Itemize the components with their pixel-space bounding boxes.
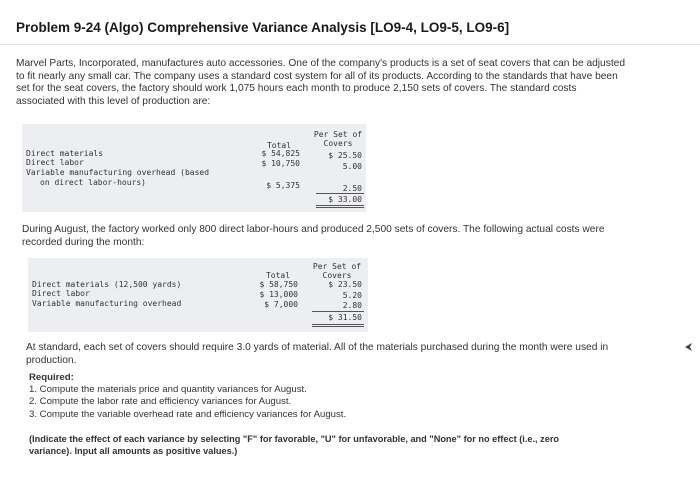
per-set-total: $ 33.00 (328, 195, 362, 204)
instruction-line: (Indicate the effect of each variance by selecting "F" for favorable, "U" for unfavorable, and "None" for no effect (i.e., zero (29, 434, 560, 444)
row-total: $ 54,825 (261, 149, 300, 158)
august-paragraph (22, 224, 605, 249)
standard-paragraph (26, 342, 608, 367)
intro-line: associated with this level of production are: (16, 95, 211, 107)
row-label: Direct materials (26, 149, 104, 158)
row-per-set: 5.20 (342, 291, 362, 300)
row-label: Variable manufacturing overhead (based (26, 168, 210, 177)
total-rule (312, 324, 364, 325)
intro-line: set for the seat covers, the factory should work 1,075 hours each month to produce 2,150 sets of covers. The standard costs (16, 83, 577, 95)
header-covers: Covers (323, 139, 353, 148)
row-total: $ 5,375 (266, 181, 300, 190)
required-item: 3. Compute the variable overhead rate and efficiency variances for August. (29, 408, 347, 420)
header-covers: Covers (322, 271, 352, 280)
row-per-set: $ 25.50 (328, 151, 362, 160)
required-section (29, 372, 346, 421)
standard-line: production. (26, 354, 77, 366)
intro-line: Marvel Parts, Incorporated, manufactures auto accessories. One of the company's products is a set of seat covers that can be adjusted (16, 58, 625, 69)
actual-cost-table (28, 258, 368, 332)
header-per-set: Per Set of (312, 262, 362, 271)
row-total: $ 13,000 (259, 290, 298, 299)
instruction-line: variance). Input all amounts as positive values.) (29, 445, 238, 456)
row-label-cont: on direct labor-hours) (40, 178, 146, 187)
required-item: 2. Compute the labor rate and efficiency variances for August. (29, 396, 292, 408)
row-label: Direct materials (12,500 yards) (32, 280, 182, 289)
problem-title: Problem 9-24 (Algo) Comprehensive Variance Analysis [LO9-4, LO9-5, LO9-6] (16, 20, 510, 35)
required-item: 1. Compute the materials price and quantity variances for August. (29, 384, 307, 396)
standard-line: At standard, each set of covers should require 3.0 yards of material. All of the materials purchased during the month were used in (26, 342, 609, 353)
row-total: $ 10,750 (261, 159, 300, 168)
header-per-set: Per Set of (313, 130, 363, 139)
row-label: Variable manufacturing overhead (32, 299, 182, 308)
row-label: Direct labor (32, 289, 90, 298)
row-per-set: 5.00 (342, 162, 362, 171)
standard-cost-table (22, 124, 366, 212)
intro-line: to fit nearly any small car. The company uses a standard cost system for all of its products. According to the standards that have been (16, 70, 618, 82)
cursor-arrow-icon (684, 342, 694, 352)
august-line: During August, the factory worked only 800 direct labor-hours and produced 2,500 sets of covers. The following actual costs were (22, 224, 605, 235)
row-per-set: 2.80 (342, 301, 362, 310)
total-rule (316, 207, 364, 208)
august-line: recorded during the month: (22, 236, 145, 248)
per-set-total: $ 31.50 (328, 313, 362, 322)
intro-paragraph (16, 58, 625, 108)
row-total: $ 58,750 (259, 280, 298, 289)
header-total: Total (265, 271, 291, 280)
row-label: Direct labor (26, 158, 84, 167)
row-total: $ 7,000 (264, 300, 298, 309)
title-divider (0, 44, 700, 45)
row-per-set: 2.50 (342, 184, 362, 193)
instruction-note (29, 434, 629, 457)
total-rule (312, 326, 364, 327)
subtotal-rule (312, 311, 364, 312)
row-per-set: $ 23.50 (328, 280, 362, 289)
subtotal-rule (316, 193, 364, 194)
total-rule (316, 205, 364, 206)
required-heading: Required: (29, 372, 74, 383)
header-total: Total (266, 141, 292, 150)
